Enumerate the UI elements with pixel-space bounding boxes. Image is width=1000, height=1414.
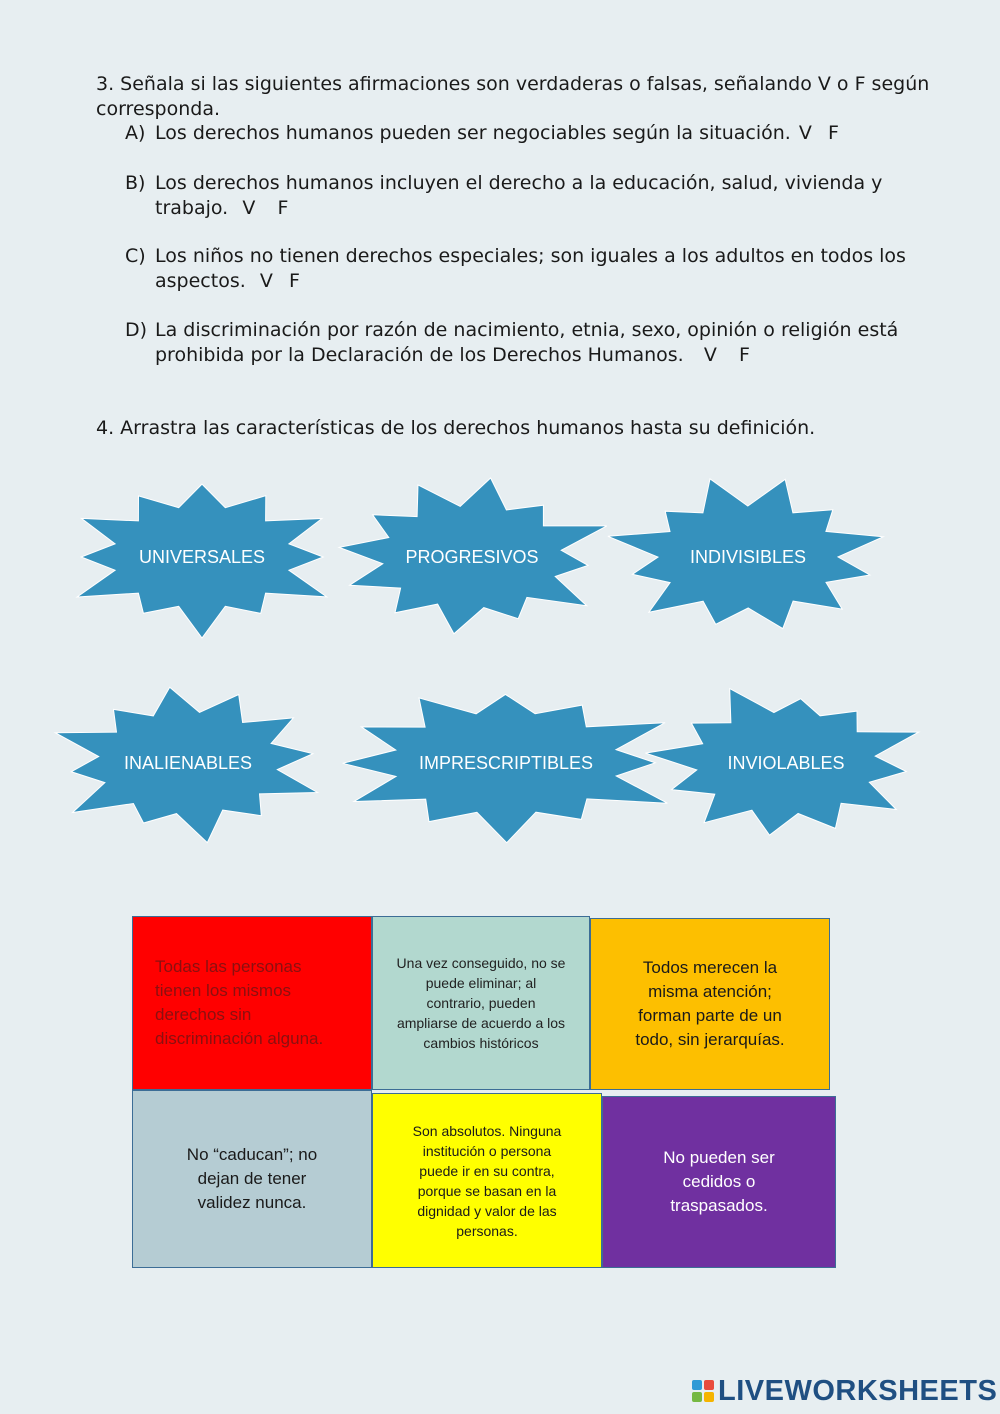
drop-zone-definition-5[interactable] [372, 1093, 602, 1268]
characteristic-label: UNIVERSALES [138, 546, 266, 567]
false-option-d[interactable]: F [738, 344, 750, 366]
characteristic-label: INVIOLABLES [727, 752, 845, 773]
statement-text: Los derechos humanos pueden ser negociables según la situación. [155, 122, 791, 144]
drop-zone-definition-3[interactable] [590, 918, 830, 1090]
statement-text: Los derechos humanos incluyen el derecho a la educación, salud, vivienda y trabajo. [155, 172, 883, 219]
characteristic-label: INALIENABLES [123, 752, 253, 773]
drop-zone-definition-4[interactable] [132, 1090, 372, 1268]
false-option-b[interactable]: F [277, 197, 289, 219]
definition-text: No “caducan”; no dejan de tener validez nunca. [186, 1145, 318, 1212]
statement-letter: D) [125, 319, 148, 341]
draggable-universales[interactable] [52, 472, 352, 642]
drop-zone-definition-1[interactable] [132, 916, 372, 1090]
question-3-instruction: 3. Señala si las siguientes afirmaciones son verdaderas o falsas, señalando V o F según corresponda. [96, 73, 930, 120]
draggable-indivisibles[interactable] [598, 472, 898, 642]
characteristic-label: PROGRESIVOS [405, 546, 539, 567]
draggable-inalienables[interactable] [38, 678, 338, 848]
true-option-a[interactable]: V [798, 122, 812, 144]
statement-b [125, 171, 955, 221]
true-option-b[interactable]: V [242, 197, 256, 219]
liveworksheets-logo [692, 1374, 997, 1408]
definition-text: Son absolutos. Ninguna institución o persona puede ir en su contra, porque se basan en la dignidad y valor de las personas. [412, 1122, 562, 1239]
false-option-a[interactable]: F [827, 122, 839, 144]
statement-letter: C) [125, 245, 146, 267]
draggable-progresivos[interactable] [322, 472, 622, 642]
drop-zone-definition-2[interactable] [372, 916, 590, 1090]
logo-square [704, 1380, 714, 1390]
statement-letter: A) [125, 122, 146, 144]
true-option-c[interactable]: V [259, 270, 273, 292]
logo-square [692, 1380, 702, 1390]
definition-text: No pueden ser cedidos o traspasados. [663, 1148, 775, 1215]
statement-text: La discriminación por razón de nacimiento, etnia, sexo, opinión o religión está prohibida por la Declaración de los Derechos Humanos. [155, 319, 899, 366]
logo-mark-icon [692, 1380, 714, 1402]
characteristic-label: IMPRESCRIPTIBLES [418, 752, 594, 773]
logo-square [692, 1392, 702, 1402]
characteristic-label: INDIVISIBLES [689, 546, 807, 567]
logo-text: LIVEWORKSHEETS [718, 1374, 998, 1407]
statement-d [125, 318, 955, 368]
statement-text: Los niños no tienen derechos especiales; son iguales a los adultos en todos los aspectos. [155, 245, 906, 292]
statement-c [125, 244, 955, 294]
question-4-instruction: 4. Arrastra las características de los derechos humanos hasta su definición. [96, 417, 816, 439]
drop-zone-definition-6[interactable] [602, 1096, 836, 1268]
draggable-inviolables[interactable] [636, 678, 936, 848]
statement-a [125, 121, 955, 146]
false-option-c[interactable]: F [288, 270, 300, 292]
definition-text: Todos merecen la misma atención; forman parte de un todo, sin jerarquías. [635, 958, 785, 1049]
logo-square [704, 1392, 714, 1402]
definition-text: Todas las personas tienen los mismos derechos sin discriminación alguna. [155, 957, 324, 1048]
statement-letter: B) [125, 172, 146, 194]
definition-text: Una vez conseguido, no se puede eliminar; al contrario, pueden ampliarse de acuerdo a los cambios históricos [396, 955, 566, 1051]
true-option-d[interactable]: V [703, 344, 717, 366]
